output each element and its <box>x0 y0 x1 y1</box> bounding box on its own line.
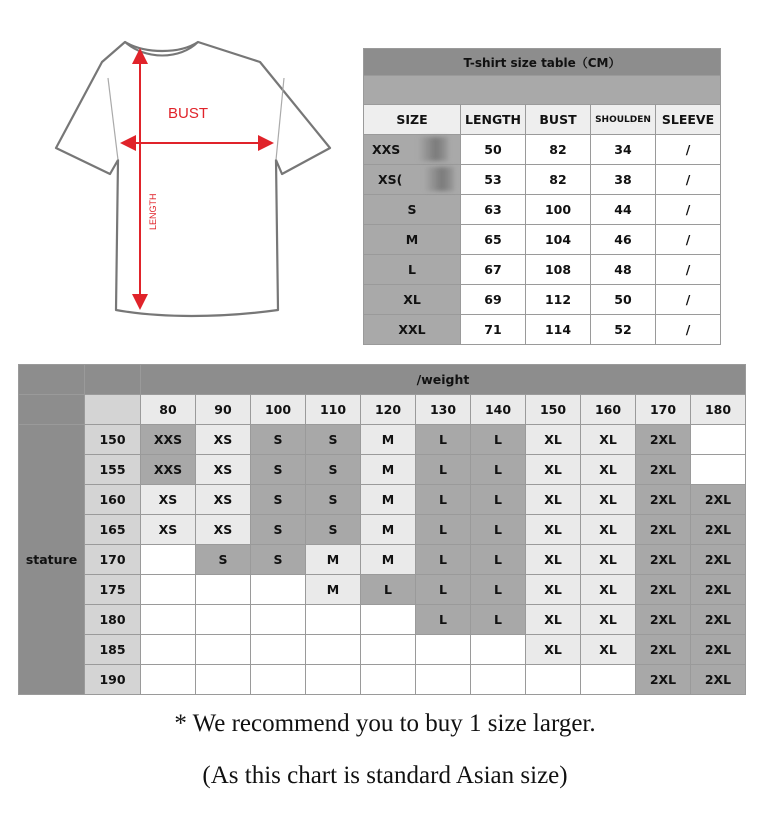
size-recommendation-cell <box>196 635 251 665</box>
size-cell: XXS <box>364 135 461 165</box>
size-recommendation-cell <box>251 605 306 635</box>
size-recommendation-cell: S <box>251 515 306 545</box>
size-recommendation-cell: XL <box>526 515 581 545</box>
size-recommendation-cell <box>306 665 361 695</box>
size-recommendation-cell: XL <box>581 635 636 665</box>
size-recommendation-cell: 2XL <box>636 635 691 665</box>
shoulder-cell: 38 <box>591 165 656 195</box>
sleeve-cell: / <box>656 285 721 315</box>
size-cell: S <box>364 195 461 225</box>
matrix-row <box>19 605 746 635</box>
size-table-row <box>364 225 721 255</box>
matrix-row <box>19 425 746 455</box>
shoulder-cell: 44 <box>591 195 656 225</box>
bust-cell: 100 <box>526 195 591 225</box>
size-recommendation-cell: 2XL <box>691 545 746 575</box>
size-table-row <box>364 165 721 195</box>
size-recommendation-cell: XS <box>141 485 196 515</box>
header-shoulder: SHOULDEN <box>591 105 656 135</box>
size-table-spacer <box>364 76 721 105</box>
size-recommendation-cell: XS <box>196 485 251 515</box>
size-recommendation-cell: L <box>416 575 471 605</box>
size-table-title: T-shirt size table（CM） <box>364 49 721 76</box>
tshirt-illustration <box>50 38 335 318</box>
shoulder-cell: 34 <box>591 135 656 165</box>
size-recommendation-cell <box>141 545 196 575</box>
size-recommendation-cell: L <box>471 425 526 455</box>
size-recommendation-cell: 2XL <box>691 575 746 605</box>
size-recommendation-cell <box>416 665 471 695</box>
size-recommendation-cell <box>691 455 746 485</box>
bust-cell: 104 <box>526 225 591 255</box>
size-recommendation-cell: L <box>471 485 526 515</box>
size-recommendation-cell <box>416 635 471 665</box>
size-recommendation-cell <box>306 605 361 635</box>
bust-cell: 112 <box>526 285 591 315</box>
length-cell: 65 <box>461 225 526 255</box>
size-recommendation-cell <box>141 635 196 665</box>
shoulder-cell: 46 <box>591 225 656 255</box>
length-cell: 50 <box>461 135 526 165</box>
size-recommendation-cell: XXS <box>141 425 196 455</box>
weight-header: 160 <box>581 395 636 425</box>
size-recommendation-cell <box>196 665 251 695</box>
size-recommendation-cell <box>251 665 306 695</box>
weight-header: 180 <box>691 395 746 425</box>
size-recommendation-cell: L <box>471 575 526 605</box>
matrix-weight-row <box>19 395 746 425</box>
recommend-note: * We recommend you to buy 1 size larger. <box>174 710 596 737</box>
size-recommendation-cell: M <box>361 425 416 455</box>
size-cell: XL <box>364 285 461 315</box>
header-sleeve: SLEEVE <box>656 105 721 135</box>
size-recommendation-cell <box>306 635 361 665</box>
weight-header: 110 <box>306 395 361 425</box>
header-bust: BUST <box>526 105 591 135</box>
size-recommendation-cell: XL <box>526 545 581 575</box>
size-recommendation-cell: 2XL <box>691 665 746 695</box>
size-recommendation-cell: XL <box>581 455 636 485</box>
size-recommendation-cell: S <box>251 425 306 455</box>
size-recommendation-cell: L <box>416 545 471 575</box>
size-recommendation-cell: S <box>251 455 306 485</box>
matrix-row <box>19 665 746 695</box>
shoulder-cell: 48 <box>591 255 656 285</box>
size-recommendation-cell <box>581 665 636 695</box>
size-recommendation-cell: L <box>471 545 526 575</box>
size-recommendation-cell: 2XL <box>636 605 691 635</box>
size-recommendation-cell: XL <box>526 425 581 455</box>
size-recommendation-cell: L <box>416 485 471 515</box>
size-recommendation-cell <box>691 425 746 455</box>
size-recommendation-cell: 2XL <box>636 545 691 575</box>
height-header: 155 <box>85 455 141 485</box>
matrix-row <box>19 545 746 575</box>
size-recommendation-cell: XS <box>196 455 251 485</box>
size-recommendation-cell: XL <box>526 575 581 605</box>
matrix-row <box>19 485 746 515</box>
length-cell: 71 <box>461 315 526 345</box>
size-recommendation-cell: 2XL <box>691 485 746 515</box>
size-recommendation-cell: XS <box>196 425 251 455</box>
size-recommendation-cell <box>251 575 306 605</box>
size-recommendation-cell: 2XL <box>691 635 746 665</box>
matrix-row <box>19 635 746 665</box>
sleeve-cell: / <box>656 255 721 285</box>
matrix-corner <box>19 365 85 395</box>
size-table-row <box>364 285 721 315</box>
height-header: 165 <box>85 515 141 545</box>
size-recommendation-cell: XL <box>581 605 636 635</box>
size-table-row <box>364 315 721 345</box>
size-recommendation-cell: 2XL <box>636 665 691 695</box>
size-recommendation-cell: S <box>306 515 361 545</box>
length-cell: 69 <box>461 285 526 315</box>
size-recommendation-cell: XS <box>141 515 196 545</box>
size-recommendation-cell <box>361 665 416 695</box>
sleeve-cell: / <box>656 165 721 195</box>
size-recommendation-cell: M <box>361 515 416 545</box>
size-recommendation-cell: S <box>251 545 306 575</box>
size-recommendation-cell <box>361 605 416 635</box>
weight-header: 140 <box>471 395 526 425</box>
bust-label: BUST <box>168 105 209 122</box>
size-recommendation-cell: L <box>471 515 526 545</box>
size-recommendation-cell: XL <box>526 635 581 665</box>
header-size: SIZE <box>364 105 461 135</box>
weight-label: /weight <box>141 365 746 395</box>
height-header: 160 <box>85 485 141 515</box>
header-length: LENGTH <box>461 105 526 135</box>
size-recommendation-cell: XS <box>196 515 251 545</box>
size-recommendation-cell: L <box>471 605 526 635</box>
size-recommendation-cell: S <box>306 485 361 515</box>
length-cell: 63 <box>461 195 526 225</box>
length-cell: 53 <box>461 165 526 195</box>
sleeve-cell: / <box>656 195 721 225</box>
size-cell: XXL <box>364 315 461 345</box>
size-recommendation-cell: XL <box>526 605 581 635</box>
size-table-row <box>364 255 721 285</box>
height-header: 185 <box>85 635 141 665</box>
matrix-title-row <box>19 365 746 395</box>
size-cell: XS( <box>364 165 461 195</box>
size-recommendation-cell <box>526 665 581 695</box>
size-recommendation-cell <box>196 605 251 635</box>
size-recommendation-cell: XL <box>581 485 636 515</box>
length-label: LENGTH <box>148 193 158 230</box>
size-table <box>363 48 721 345</box>
height-header: 170 <box>85 545 141 575</box>
weight-header: 150 <box>526 395 581 425</box>
size-recommendation-cell <box>251 635 306 665</box>
height-header: 175 <box>85 575 141 605</box>
size-cell: M <box>364 225 461 255</box>
size-recommendation-cell: 2XL <box>636 425 691 455</box>
matrix-corner <box>85 365 141 395</box>
size-recommendation-cell: S <box>251 485 306 515</box>
size-table-row <box>364 195 721 225</box>
size-recommendation-cell: 2XL <box>636 485 691 515</box>
sleeve-cell: / <box>656 315 721 345</box>
size-recommendation-cell: L <box>416 425 471 455</box>
size-recommendation-cell: 2XL <box>636 515 691 545</box>
length-cell: 67 <box>461 255 526 285</box>
height-header: 180 <box>85 605 141 635</box>
size-recommendation-cell <box>361 635 416 665</box>
weight-header: 170 <box>636 395 691 425</box>
size-matrix <box>18 364 746 695</box>
size-recommendation-cell: L <box>416 515 471 545</box>
weight-header: 80 <box>141 395 196 425</box>
weight-header: 90 <box>196 395 251 425</box>
size-recommendation-cell: L <box>471 455 526 485</box>
size-recommendation-cell <box>141 605 196 635</box>
sleeve-cell: / <box>656 135 721 165</box>
size-recommendation-cell <box>141 665 196 695</box>
size-recommendation-cell <box>471 635 526 665</box>
matrix-row <box>19 455 746 485</box>
size-table-row <box>364 135 721 165</box>
size-recommendation-cell: XL <box>581 545 636 575</box>
size-recommendation-cell: M <box>361 545 416 575</box>
size-table-header <box>364 105 721 135</box>
matrix-corner <box>85 395 141 425</box>
matrix-row <box>19 515 746 545</box>
size-recommendation-cell: L <box>416 455 471 485</box>
size-recommendation-cell: L <box>361 575 416 605</box>
height-header: 150 <box>85 425 141 455</box>
standard-size-note: (As this chart is standard Asian size) <box>202 762 568 789</box>
size-recommendation-cell <box>471 665 526 695</box>
size-recommendation-cell: M <box>361 455 416 485</box>
size-recommendation-cell <box>196 575 251 605</box>
size-recommendation-cell: XL <box>581 515 636 545</box>
size-recommendation-cell: XXS <box>141 455 196 485</box>
bust-cell: 108 <box>526 255 591 285</box>
bust-cell: 82 <box>526 165 591 195</box>
weight-header: 120 <box>361 395 416 425</box>
size-recommendation-cell: 2XL <box>691 605 746 635</box>
size-recommendation-cell: L <box>416 605 471 635</box>
size-recommendation-cell: 2XL <box>691 515 746 545</box>
weight-header: 130 <box>416 395 471 425</box>
size-recommendation-cell: XL <box>526 485 581 515</box>
size-recommendation-cell: M <box>306 545 361 575</box>
size-recommendation-cell <box>141 575 196 605</box>
shoulder-cell: 52 <box>591 315 656 345</box>
size-recommendation-cell: XL <box>526 455 581 485</box>
size-recommendation-cell: M <box>361 485 416 515</box>
size-recommendation-cell: 2XL <box>636 455 691 485</box>
size-cell: L <box>364 255 461 285</box>
shoulder-cell: 50 <box>591 285 656 315</box>
size-recommendation-cell: S <box>306 425 361 455</box>
size-recommendation-cell: S <box>306 455 361 485</box>
bust-cell: 82 <box>526 135 591 165</box>
size-recommendation-cell: 2XL <box>636 575 691 605</box>
bust-cell: 114 <box>526 315 591 345</box>
weight-header: 100 <box>251 395 306 425</box>
size-recommendation-cell: S <box>196 545 251 575</box>
matrix-corner <box>19 395 85 425</box>
size-recommendation-cell: XL <box>581 425 636 455</box>
sleeve-cell: / <box>656 225 721 255</box>
size-recommendation-cell: M <box>306 575 361 605</box>
matrix-row <box>19 575 746 605</box>
height-header: 190 <box>85 665 141 695</box>
size-recommendation-cell: XL <box>581 575 636 605</box>
stature-label: stature <box>19 425 85 695</box>
